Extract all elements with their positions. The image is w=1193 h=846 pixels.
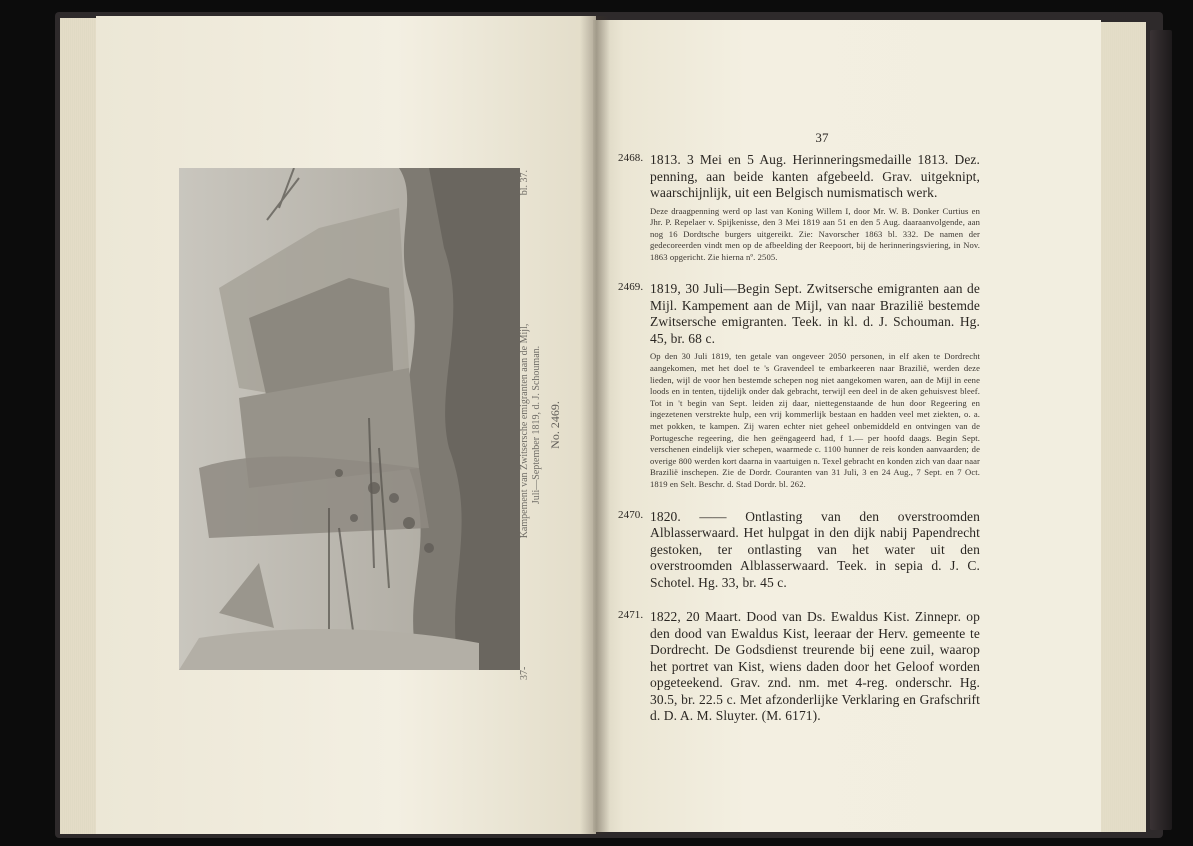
entry-number: 2471. xyxy=(618,609,644,622)
entry-title: 1819, 30 Juli—Begin Sept. Zwitsersche emigranten aan de Mijl. Kampement aan de Mijl, van naar Brazilië bestemde Zwitsersche emigranten. Teek. in kl. d. J. Schouman. Hg. 45, br. 68 c. xyxy=(650,281,980,346)
catalogue-entry xyxy=(618,508,980,592)
catalogue-entry xyxy=(618,609,980,725)
plate-number: No. 2469. xyxy=(548,401,562,449)
plate-illustration xyxy=(179,168,520,670)
plate-caption-line1: Kampement van Zwitsersche emigranten aan de Mijl, xyxy=(519,323,530,539)
entry-number: 2468. xyxy=(618,152,644,164)
book-spine-edge xyxy=(1150,30,1172,830)
page-stack-right xyxy=(1098,22,1146,832)
plate-page-ref-left: 37- xyxy=(519,666,530,680)
catalogue-entry xyxy=(618,281,980,490)
catalogue-text xyxy=(618,130,980,743)
plate-caption xyxy=(519,170,562,680)
entry-number: 2469. xyxy=(618,281,644,294)
book-gutter xyxy=(580,16,610,834)
entry-note: Op den 30 Juli 1819, ten getale van ongeveer 2050 personen, in elf aken te Dordrecht aangekomen, met het doel te 's Gravendeel te embarkeeren naar Brazilië, werden deze lieden, wijl de voor hen bestemde schepen nog niet aangekomen waren, aan de Mijl in eene loods en in tenten, tijdelijk onder dak gebracht, terwijl een deel in de aken gehuisvest bleef. Tot in 't begin van Sept. leiden zij daar, niettegenstaande de hun door Regeering en ingezetenen verstrekte hulp, een vrij kommerlijk bestaan en hadden veel met ziekten, o. a. met pokken, te kampen. Zij waren echter niet geheel onbemiddeld en ontvingen van de Portugesche regeering, die hen geëngageerd had, f 1.— per hoofd daags. Begin Sept. verschenen eindelijk vier schepen, waarmede c. 1100 hunner de reis konden aanvaarden; de overige 800 werden kort daarna in vaartuigen n. Texel gebracht en konden zich van daar naar Brazilië inschepen. Zie de Dordr. Couranten van 31 Juli, 3 en 24 Aug., 7 Sept. en 7 Oct. 1819 en Selt. Beschr. d. Stad Dordr. bl. 262. xyxy=(650,351,980,489)
catalogue-entry xyxy=(618,152,980,263)
entry-note: Deze draagpenning werd op last van Koning Willem I, door Mr. W. B. Donker Curtius en Jhr. P. Repelaer v. Spijkenisse, den 3 Mei 1819 aan 51 en den 5 Aug. daaraanvolgende, aan nog 16 Dordtsche burgers uitgereikt. Zie: Navorscher 1863 bl. 332. De namen der gedecoreerden vindt men op de afbeelding der Reepoort, bij de herinneringsviering, in Nov. 1863 opgericht. Zie hierna nº. 2505. xyxy=(650,205,980,262)
plate-caption-line2: Juli—September 1819, d. J. Schouman. xyxy=(531,345,542,505)
entry-title: 1813. 3 Mei en 5 Aug. Herinneringsmedaille 1813. Dez. penning, aan beide kanten afgebeeld. Grav. uitgeknipt, waarschijnlijk, uit een Belgisch numismatisch werk. xyxy=(650,152,980,200)
entry-title: 1820. —— Ontlasting van den overstroomden Alblasserwaard. Het hulpgat in den dijk nabij Papendrecht gestoken, ter ontlasting van het water uit den overstroomden Alblasserwaard. Teek. in sepia d. J. C. Schotel. Hg. 33, br. 45 c. xyxy=(650,508,980,590)
encampment-engraving xyxy=(179,168,520,670)
plate-page-ref-right: bl. 37. xyxy=(519,170,530,196)
entry-number: 2470. xyxy=(618,508,644,521)
entry-title: 1822, 20 Maart. Dood van Ds. Ewaldus Kist. Zinnepr. op den dood van Ewaldus Kist, leeraar der Herv. gemeente te Dordrecht. De Godsdienst treurende bij eene zuil, waarop het portret van Kist, wiens daden door het Geloof worden opgeteekend. Grav. znd. nm. met 4-reg. onderschr. Hg. 30.5, br. 22.5 c. Met afzonderlijke Verklaring en Grafschrift d. D. A. M. Sluyter. (M. 6171). xyxy=(650,609,980,724)
page-number: 37 xyxy=(815,130,829,145)
